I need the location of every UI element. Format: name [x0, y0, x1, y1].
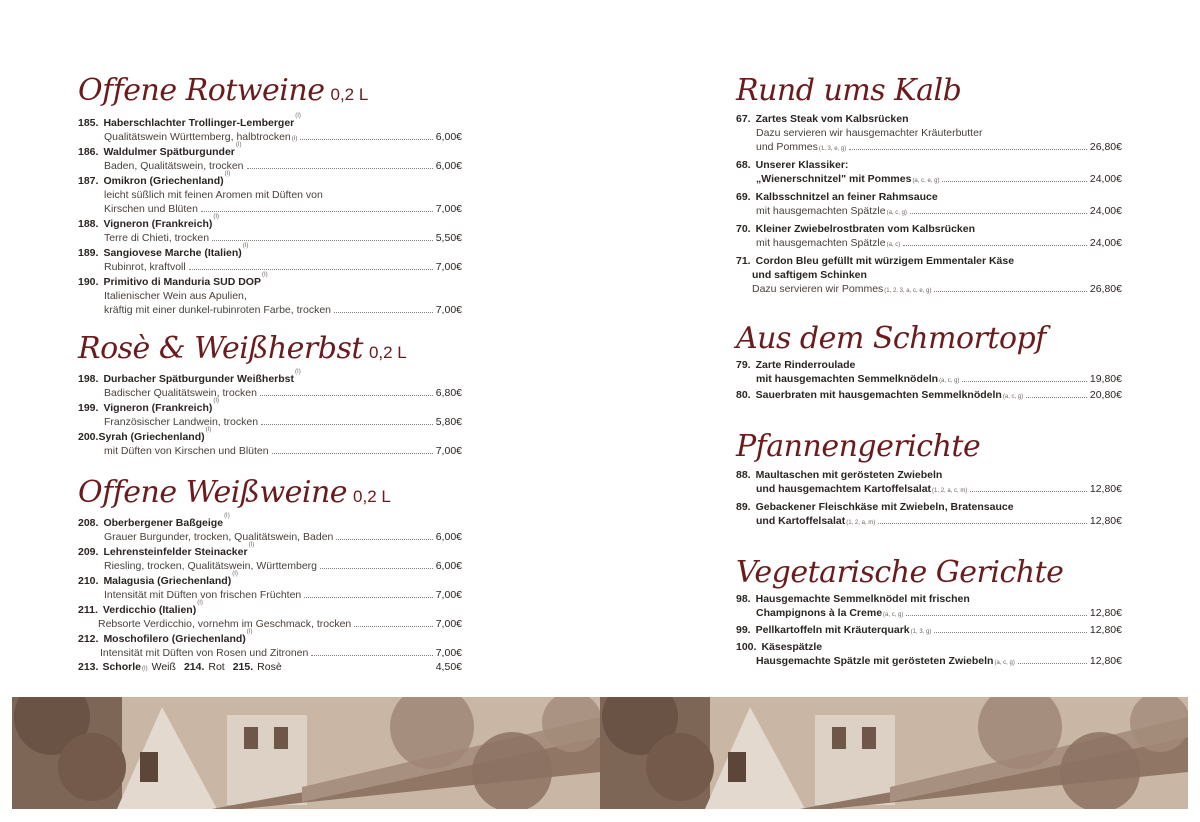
item-price: 7,00€ — [435, 647, 462, 659]
item-name: Oberbergener Baßgeige — [103, 517, 224, 529]
menu-item: 71. Cordon Bleu gefüllt mit würzigem Emmentaler Käse und saftigem Schinken Dazu servieren wir Pommes (1, 2, 3, a, c, e, g) 26,80€ — [736, 255, 1122, 295]
item-number: 88. — [736, 469, 751, 481]
item-price: 26,80€ — [1089, 283, 1122, 295]
menu-item — [78, 142, 462, 173]
section-aus-dem-schmortopf — [736, 322, 1122, 402]
menu-item — [78, 272, 462, 317]
leader-dots — [1026, 397, 1087, 398]
building-tree-photo-icon — [12, 697, 600, 809]
item-name: Cordon Bleu gefüllt mit würzigem Emmentaler Käse — [755, 255, 1015, 267]
item-description: Intensität mit Düften von frischen Früchten — [104, 589, 302, 601]
section-rose-weissherbst — [78, 332, 462, 458]
leader-dots — [336, 539, 432, 540]
item-name: Sauerbraten mit hausgemachten Semmelknödeln — [755, 389, 1002, 401]
schorle-row: 213. Schorle (I) Weiß 214. Rot 215. Rosè 4,50€ — [78, 661, 462, 673]
item-description: mit hausgemachten Spätzle — [756, 205, 886, 217]
item-number: 187. — [78, 175, 99, 187]
item-number: 198. — [78, 373, 99, 385]
item-price: 6,00€ — [435, 160, 462, 172]
leader-dots — [910, 213, 1087, 214]
item-description: und Pommes — [756, 141, 818, 153]
item-description: Qualitätswein Württemberg, halbtrocken — [104, 131, 291, 143]
item-name: Verdicchio (Italien) — [102, 604, 197, 616]
item-price: 5,80€ — [435, 416, 462, 428]
item-description: Hausgemachte Spätzle mit gerösteten Zwiebeln — [756, 655, 994, 667]
menu-item: 70. Kleiner Zwiebelrostbraten vom Kalbsrücken mit hausgemachten Spätzle (a, c) 24,00€ — [736, 223, 1122, 249]
item-name: Lehrensteinfelder Steinacker — [103, 546, 248, 558]
menu-item — [78, 243, 462, 274]
allergen-note: (I) — [213, 214, 220, 220]
leader-dots — [189, 269, 433, 270]
item-name: Pellkartoffeln mit Kräuterquark — [755, 624, 910, 636]
item-description: Französischer Landwein, trocken — [104, 416, 259, 428]
item-description: Rubinrot, kraftvoll — [104, 261, 186, 273]
item-name: Haberschlachter Trollinger-Lemberger — [103, 117, 295, 129]
leader-dots — [260, 395, 433, 396]
item-name: Hausgemachte Semmelknödel mit frischen — [755, 593, 970, 605]
item-price: 24,00€ — [1089, 237, 1122, 249]
section-title: Offene Rotweine 0,2 L — [78, 73, 369, 108]
item-number: 186. — [78, 146, 99, 158]
item-name: Zartes Steak vom Kalbsrücken — [755, 113, 909, 125]
leader-dots — [311, 655, 432, 656]
section-unit: 0,2 L — [368, 343, 407, 362]
item-list — [78, 513, 462, 674]
item-price: 12,80€ — [1089, 624, 1122, 636]
section-title: Rosè & Weißherbst 0,2 L — [78, 331, 407, 366]
section-offene-rotweine — [78, 74, 462, 317]
item-number: 188. — [78, 218, 99, 230]
item-description: Dazu servieren wir hausgemachter Kräuterbutter — [756, 127, 983, 139]
item-price: 26,80€ — [1089, 141, 1122, 153]
item-number: 100. — [736, 641, 757, 653]
allergen-note: (I) — [232, 571, 238, 577]
item-number: 209. — [78, 546, 99, 558]
menu-item: 68. Unserer Klassiker: „Wienerschnitzel" mit Pommes (a, c, e, g) 24,00€ — [736, 159, 1122, 185]
allergen-note: (I) — [295, 113, 301, 119]
item-description: „Wienerschnitzel" mit Pommes — [756, 173, 912, 185]
section-title: Pfannengerichte — [736, 429, 981, 464]
item-name: Sangiovese Marche (Italien) — [103, 247, 242, 259]
item-description: Badischer Qualitätswein, trocken — [104, 387, 257, 399]
allergen-note: (I) — [235, 142, 242, 148]
menu-item — [78, 600, 462, 631]
item-description: Riesling, trocken, Qualitätswein, Württemberg — [104, 560, 317, 572]
item-list — [78, 369, 462, 458]
allergen-note: (I) — [248, 542, 255, 548]
leader-dots — [320, 568, 433, 569]
sepia-photo-banner — [600, 697, 1188, 809]
menu-item: 98. Hausgemachte Semmelknödel mit frischen Champignons à la Creme (a, c, g) 12,80€ — [736, 593, 1122, 619]
item-number: 69. — [736, 191, 751, 203]
leader-dots — [942, 181, 1086, 182]
allergen-note: (I) — [224, 513, 230, 519]
menu-item — [78, 427, 462, 458]
item-number: 68. — [736, 159, 751, 171]
leader-dots — [934, 291, 1087, 292]
section-title: Vegetarische Gerichte — [736, 555, 1064, 590]
item-number: 200. — [78, 431, 99, 443]
item-price: 12,80€ — [1089, 655, 1122, 667]
leader-dots — [334, 312, 433, 313]
item-description: und Kartoffelsalat — [756, 515, 846, 527]
item-name: Gebackener Fleischkäse mit Zwiebeln, Bratensauce — [755, 501, 1014, 513]
section-rund-ums-kalb — [736, 74, 1122, 296]
schorle-rot: Rot — [208, 661, 225, 673]
section-unit: 0,2 L — [353, 487, 391, 506]
leader-dots — [962, 381, 1086, 382]
item-list — [736, 112, 1122, 296]
menu-item — [78, 369, 462, 400]
item-number: 214. — [183, 661, 205, 673]
leader-dots — [261, 424, 433, 425]
item-price: 7,00€ — [435, 261, 462, 273]
item-description: mit hausgemachten Semmelknödeln — [756, 373, 939, 385]
item-description: Rebsorte Verdicchio, vornehm im Geschmack, trocken — [98, 618, 352, 630]
section-unit: 0,2 L — [330, 85, 369, 104]
leader-dots — [970, 491, 1086, 492]
item-price: 4,50€ — [435, 661, 462, 673]
schorle-rose: Rosè — [257, 661, 282, 673]
menu-item: 88. Maultaschen mit gerösteten Zwiebeln und hausgemachtem Kartoffelsalat (1, 2, a, c, m) 12,80€ — [736, 469, 1122, 495]
section-pfannengerichte — [736, 430, 1122, 528]
item-name: Syrah (Griechenland) — [98, 431, 205, 443]
menu-item — [78, 513, 462, 544]
menu-item — [78, 171, 462, 216]
item-description: kräftig mit einer dunkel-rubinroten Farbe, trocken — [104, 304, 332, 316]
item-number: 215. — [232, 661, 254, 673]
section-title: Offene Weißweine 0,2 L — [78, 475, 391, 510]
item-price: 24,00€ — [1089, 173, 1122, 185]
menu-item: 185. Haberschlachter Trollinger-Lemberger (I) Qualitätswein Württemberg, halbtrocken (I) 6,00€ — [78, 113, 462, 143]
menu-item — [78, 571, 462, 602]
item-number: 70. — [736, 223, 751, 235]
section-offene-weissweine — [78, 476, 462, 674]
item-price: 19,80€ — [1089, 373, 1122, 385]
item-number: 79. — [736, 359, 751, 371]
item-price: 6,00€ — [435, 531, 462, 543]
item-price: 7,00€ — [435, 203, 462, 215]
item-number: 89. — [736, 501, 751, 513]
menu-item: 67. Zartes Steak vom Kalbsrücken Dazu servieren wir hausgemachter Kräuterbutter und Pommes (1, 3, e, g) 26,80€ — [736, 113, 1122, 153]
leader-dots — [272, 453, 433, 454]
item-description: Intensität mit Düften von Rosen und Zitronen — [100, 647, 309, 659]
item-name: Maultaschen mit gerösteten Zwiebeln — [755, 469, 943, 481]
item-price: 6,00€ — [435, 560, 462, 572]
menu-item: 69. Kalbsschnitzel an feiner Rahmsauce mit hausgemachten Spätzle (a, c, g) 24,00€ — [736, 191, 1122, 217]
item-number: 213. — [78, 661, 99, 673]
item-description: Dazu servieren wir Pommes — [752, 283, 884, 295]
item-number: 208. — [78, 517, 99, 529]
menu-item — [78, 214, 462, 245]
allergen-note: (I) — [295, 369, 301, 375]
item-price: 20,80€ — [1089, 389, 1122, 401]
allergen-note: (I) — [224, 171, 231, 177]
item-number: 199. — [78, 402, 99, 414]
allergen-note: (I) — [213, 398, 220, 404]
item-description: und hausgemachtem Kartoffelsalat — [756, 483, 932, 495]
item-number: 67. — [736, 113, 751, 125]
leader-dots — [903, 245, 1087, 246]
building-tree-photo-icon — [600, 697, 1188, 809]
item-description: leicht süßlich mit feinen Aromen mit Düften von — [104, 189, 323, 201]
item-name: Primitivo di Manduria SUD DOP — [103, 276, 261, 288]
menu-item: 100. Käsespätzle Hausgemachte Spätzle mit gerösteten Zwiebeln (a, c, g) 12,80€ — [736, 641, 1122, 667]
item-list — [736, 592, 1122, 668]
item-name: Zarte Rinderroulade — [755, 359, 856, 371]
item-number: 210. — [78, 575, 99, 587]
item-name: Kleiner Zwiebelrostbraten vom Kalbsrücken — [755, 223, 976, 235]
menu-item — [78, 398, 462, 429]
item-price: 7,00€ — [435, 445, 462, 457]
item-number: 189. — [78, 247, 99, 259]
item-name: Käsespätzle — [761, 641, 823, 653]
item-number: 212. — [78, 633, 99, 645]
item-price: 12,80€ — [1089, 607, 1122, 619]
leader-dots — [201, 211, 433, 212]
item-number: 98. — [736, 593, 751, 605]
item-name: Moschofilero (Griechenland) — [103, 633, 246, 645]
allergen-note: (I) — [261, 272, 268, 278]
item-number: 71. — [736, 255, 751, 267]
item-number: 211. — [78, 604, 98, 616]
section-vegetarische-gerichte — [736, 556, 1122, 668]
leader-dots — [934, 632, 1087, 633]
section-title: Rund ums Kalb — [736, 73, 962, 108]
item-name: Schorle — [102, 661, 141, 673]
item-price: 7,00€ — [435, 304, 462, 316]
item-price: 7,00€ — [435, 589, 462, 601]
item-name: Kalbsschnitzel an feiner Rahmsauce — [755, 191, 938, 203]
menu-item: 79. Zarte Rinderroulade mit hausgemachten Semmelknödeln (a, c, g) 19,80€ — [736, 359, 1122, 385]
item-price: 7,00€ — [435, 618, 462, 630]
menu-item — [78, 629, 462, 660]
leader-dots — [304, 597, 432, 598]
menu-item: 99. Pellkartoffeln mit Kräuterquark (1, 3, g) 12,80€ — [736, 624, 1122, 636]
schorle-weiss: Weiß — [151, 661, 176, 673]
allergen-note: (I) — [246, 629, 253, 635]
item-price: 6,00€ — [435, 131, 462, 143]
item-name: Malagusia (Griechenland) — [103, 575, 232, 587]
item-description: mit hausgemachten Spätzle — [756, 237, 886, 249]
item-description: Italienischer Wein aus Apulien, — [104, 290, 247, 302]
leader-dots — [906, 615, 1087, 616]
item-description: Kirschen und Blüten — [104, 203, 198, 215]
item-list — [78, 113, 462, 317]
item-price: 6,80€ — [435, 387, 462, 399]
item-name-continued: und saftigem Schinken — [752, 269, 867, 281]
item-list — [736, 468, 1122, 528]
allergen-note: (I) — [197, 600, 203, 606]
item-name: Vigneron (Frankreich) — [103, 218, 213, 230]
leader-dots — [878, 523, 1087, 524]
item-number: 190. — [78, 276, 99, 288]
allergen-note: (I) — [242, 243, 249, 249]
item-list — [736, 358, 1122, 402]
item-number: 185. — [78, 117, 99, 129]
menu-item: 89. Gebackener Fleischkäse mit Zwiebeln, Bratensauce und Kartoffelsalat (1, 2, a, m) 12,80€ — [736, 501, 1122, 527]
leader-dots — [247, 168, 433, 169]
item-price: 12,80€ — [1089, 515, 1122, 527]
item-name: Vigneron (Frankreich) — [103, 402, 213, 414]
item-description: Terre di Chieti, trocken — [104, 232, 210, 244]
right-page — [600, 0, 1200, 822]
item-description: Champignons à la Creme — [756, 607, 883, 619]
leader-dots — [212, 240, 433, 241]
item-price: 5,50€ — [435, 232, 462, 244]
leader-dots — [849, 149, 1087, 150]
item-number: 80. — [736, 389, 751, 401]
leader-dots — [1018, 663, 1087, 664]
item-name: Unserer Klassiker: — [755, 159, 849, 171]
menu-item: 80. Sauerbraten mit hausgemachten Semmelknödeln (a, c, g) 20,80€ — [736, 389, 1122, 401]
leader-dots — [354, 626, 432, 627]
item-price: 24,00€ — [1089, 205, 1122, 217]
item-description: mit Düften von Kirschen und Blüten — [104, 445, 269, 457]
item-name: Durbacher Spätburgunder Weißherbst — [103, 373, 295, 385]
menu-item — [78, 542, 462, 573]
item-price: 12,80€ — [1089, 483, 1122, 495]
sepia-photo-banner — [12, 697, 600, 809]
allergen-note: (I) — [205, 427, 212, 433]
item-number: 99. — [736, 624, 751, 636]
item-description: Grauer Burgunder, trocken, Qualitätswein, Baden — [104, 531, 334, 543]
item-name: Omikron (Griechenland) — [103, 175, 224, 187]
section-title: Aus dem Schmortopf — [736, 321, 1046, 356]
leader-dots — [300, 139, 432, 140]
item-description: Baden, Qualitätswein, trocken — [104, 160, 244, 172]
item-name: Waldulmer Spätburgunder — [103, 146, 235, 158]
